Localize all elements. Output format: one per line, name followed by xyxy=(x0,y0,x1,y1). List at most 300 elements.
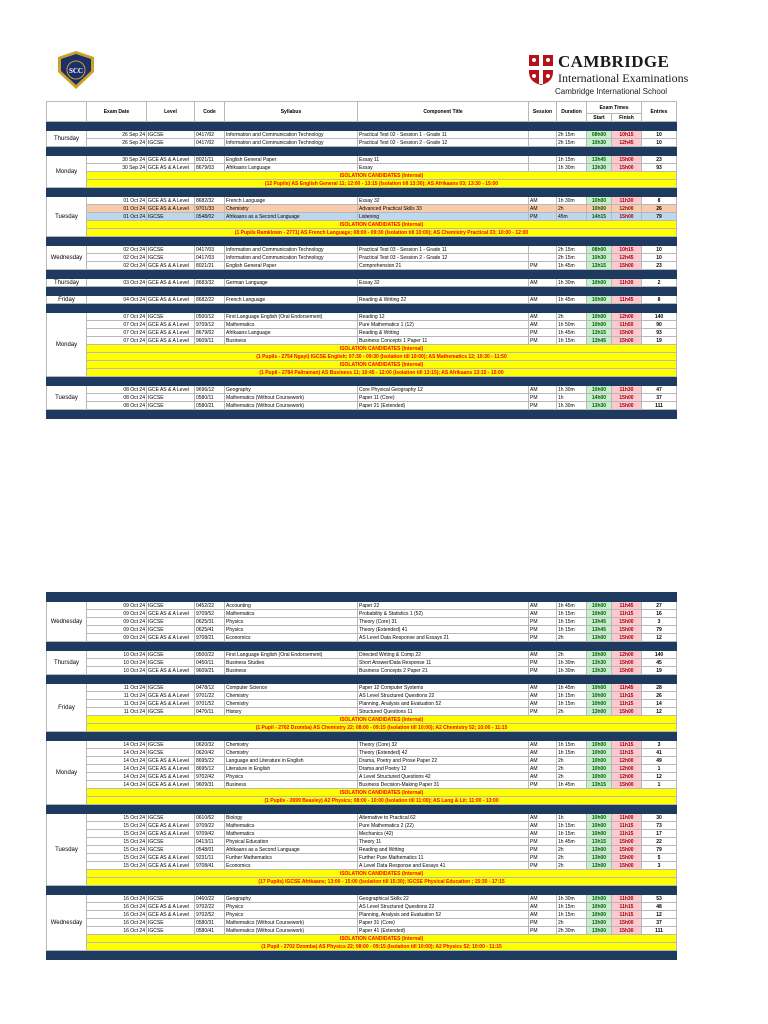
exam-entries: 12 xyxy=(642,708,677,716)
exam-finish: 15h30 xyxy=(612,927,642,935)
isolation-note: (12 Pupils) AS English General 11; 12:00 - 13:15 (Isolation till 13:30); AS Afrikaans 03; 13:30 - 15:00 xyxy=(87,180,677,188)
exam-syllabus: Accounting xyxy=(225,602,358,610)
exam-duration: 2h xyxy=(557,773,587,781)
exam-code: 9709/12 xyxy=(195,321,225,329)
exam-row xyxy=(47,610,677,618)
exam-entries: 79 xyxy=(642,626,677,634)
exam-date: 16 Oct 24 xyxy=(87,927,147,935)
exam-finish: 15h00 xyxy=(612,919,642,927)
exam-syllabus: English General Paper xyxy=(225,262,358,270)
isolation-note-row xyxy=(47,172,677,180)
exam-entries: 79 xyxy=(642,213,677,221)
exam-session: AM xyxy=(529,822,557,830)
exam-date: 16 Oct 24 xyxy=(87,911,147,919)
exam-date: 10 Oct 24 xyxy=(87,667,147,675)
exam-syllabus: History xyxy=(225,708,358,716)
day-label: Wednesday xyxy=(47,246,87,270)
exam-code: 0625/41 xyxy=(195,626,225,634)
exam-code: 0452/22 xyxy=(195,602,225,610)
exam-entries: 73 xyxy=(642,822,677,830)
day-label: Tuesday xyxy=(47,814,87,886)
exam-duration: 1h 45m xyxy=(557,838,587,846)
exam-syllabus: Information and Communication Technology xyxy=(225,254,358,262)
exam-duration: 1h 15m xyxy=(557,156,587,164)
exam-code: 8021/21 xyxy=(195,262,225,270)
exam-entries: 93 xyxy=(642,164,677,172)
exam-duration: 1h 15m xyxy=(557,822,587,830)
exam-component: Business Concepts 2 Paper 21 xyxy=(358,667,529,675)
exam-finish: 15h00 xyxy=(612,618,642,626)
exam-duration: 1h 45m xyxy=(557,781,587,789)
exam-date: 14 Oct 24 xyxy=(87,741,147,749)
header-finish: Finish xyxy=(612,114,642,122)
exam-component: Theory (Core) 31 xyxy=(358,618,529,626)
separator-row xyxy=(47,732,677,741)
exam-component: Theory (Extended) 42 xyxy=(358,749,529,757)
exam-date: 15 Oct 24 xyxy=(87,838,147,846)
exam-row xyxy=(47,927,677,935)
exam-code: 0470/11 xyxy=(195,708,225,716)
isolation-note: (1 Pupils - 2754 Ngayi) IGCSE English; 07:30 - 09:30 (Isolation till 10:00); AS Mathematics 12; 10:30 - 11:50 xyxy=(87,353,677,361)
exam-entries: 93 xyxy=(642,329,677,337)
exam-row xyxy=(47,814,677,822)
exam-syllabus: Chemistry xyxy=(225,741,358,749)
exam-row xyxy=(47,700,677,708)
exam-duration: 1h 30m xyxy=(557,402,587,410)
exam-level: IGCSE xyxy=(147,659,195,667)
exam-component: Alternative to Practical 62 xyxy=(358,814,529,822)
exam-entries: 3 xyxy=(642,862,677,870)
exam-level: GCE AS & A Level xyxy=(147,667,195,675)
exam-session xyxy=(529,246,557,254)
exam-row xyxy=(47,213,677,221)
exam-duration: 1h xyxy=(557,814,587,822)
exam-syllabus: Business xyxy=(225,667,358,675)
exam-session xyxy=(529,139,557,147)
isolation-note: ISOLATION CANDIDATES (Internal) xyxy=(87,221,677,229)
exam-row xyxy=(47,903,677,911)
exam-duration: 2h xyxy=(557,757,587,765)
exam-level: IGCSE xyxy=(147,254,195,262)
exam-code: 9709/52 xyxy=(195,610,225,618)
exam-level: GCE AS & A Level xyxy=(147,262,195,270)
exam-level: GCE AS & A Level xyxy=(147,830,195,838)
exam-code: 8683/32 xyxy=(195,279,225,287)
exam-row xyxy=(47,329,677,337)
exam-level: GCE AS & A Level xyxy=(147,329,195,337)
exam-date: 14 Oct 24 xyxy=(87,765,147,773)
separator-row xyxy=(47,270,677,279)
exam-component: Paper 12 Computer Systems xyxy=(358,684,529,692)
exam-level: IGCSE xyxy=(147,846,195,854)
exam-row xyxy=(47,862,677,870)
exam-syllabus: Further Mathematics xyxy=(225,854,358,862)
exam-finish: 11h30 xyxy=(612,279,642,287)
exam-level: GCE AS & A Level xyxy=(147,321,195,329)
exam-level: GCE AS & A Level xyxy=(147,610,195,618)
isolation-note: ISOLATION CANDIDATES (Internal) xyxy=(87,172,677,180)
day-label: Wednesday xyxy=(47,602,87,642)
exam-code: 8682/32 xyxy=(195,197,225,205)
exam-entries: 111 xyxy=(642,402,677,410)
exam-code: 9702/52 xyxy=(195,911,225,919)
exam-syllabus: Economics xyxy=(225,634,358,642)
separator-cell xyxy=(47,410,677,419)
exam-duration: 1h 45m xyxy=(557,602,587,610)
exam-syllabus: Mathematics (Without Coursework) xyxy=(225,394,358,402)
exam-finish: 12h00 xyxy=(612,313,642,321)
exam-syllabus: Mathematics xyxy=(225,321,358,329)
exam-syllabus: Information and Communication Technology xyxy=(225,131,358,139)
exam-row xyxy=(47,618,677,626)
exam-component: Pure Mathematics 2 (22) xyxy=(358,822,529,830)
exam-code: 8021/11 xyxy=(195,156,225,164)
isolation-note-row xyxy=(47,878,677,886)
exam-row xyxy=(47,246,677,254)
isolation-note: ISOLATION CANDIDATES (Internal) xyxy=(87,870,677,878)
isolation-note: ISOLATION CANDIDATES (Internal) xyxy=(87,716,677,724)
exam-code: 0450/11 xyxy=(195,659,225,667)
exam-level: IGCSE xyxy=(147,927,195,935)
exam-session: AM xyxy=(529,757,557,765)
exam-start: 13h45 xyxy=(587,156,612,164)
exam-level: IGCSE xyxy=(147,626,195,634)
exam-session: AM xyxy=(529,313,557,321)
exam-duration: 2h xyxy=(557,651,587,659)
exam-syllabus: Information and Communication Technology xyxy=(225,139,358,147)
isolation-note: ISOLATION CANDIDATES (Internal) xyxy=(87,789,677,797)
isolation-note-row xyxy=(47,369,677,377)
exam-date: 16 Oct 24 xyxy=(87,919,147,927)
exam-row xyxy=(47,708,677,716)
exam-finish: 15h00 xyxy=(612,156,642,164)
exam-session: PM xyxy=(529,781,557,789)
exam-session: PM xyxy=(529,708,557,716)
exam-duration: 45m xyxy=(557,213,587,221)
exam-entries: 23 xyxy=(642,262,677,270)
exam-code: 0625/31 xyxy=(195,618,225,626)
exam-row xyxy=(47,895,677,903)
exam-syllabus: Chemistry xyxy=(225,749,358,757)
exam-finish: 11h30 xyxy=(612,895,642,903)
exam-session: AM xyxy=(529,321,557,329)
cambridge-subtitle: International Examinations xyxy=(558,71,689,85)
exam-duration: 1h 45m xyxy=(557,296,587,304)
exam-duration: 2h xyxy=(557,919,587,927)
exam-code: 0500/12 xyxy=(195,313,225,321)
exam-session xyxy=(529,131,557,139)
exam-duration: 2h xyxy=(557,854,587,862)
exam-session: AM xyxy=(529,610,557,618)
exam-date: 01 Oct 24 xyxy=(87,213,147,221)
separator-row xyxy=(47,642,677,651)
exam-syllabus: Biology xyxy=(225,814,358,822)
exam-entries: 53 xyxy=(642,895,677,903)
exam-level: IGCSE xyxy=(147,246,195,254)
exam-row xyxy=(47,602,677,610)
exam-component: Theory (Core) 32 xyxy=(358,741,529,749)
exam-session: AM xyxy=(529,197,557,205)
exam-duration: 1h 15m xyxy=(557,741,587,749)
exam-start: 13h00 xyxy=(587,854,612,862)
exam-entries: 17 xyxy=(642,830,677,838)
exam-start: 10h00 xyxy=(587,911,612,919)
exam-level: GCE AS & A Level xyxy=(147,386,195,394)
exam-date: 10 Oct 24 xyxy=(87,651,147,659)
separator-row xyxy=(47,593,677,602)
exam-date: 09 Oct 24 xyxy=(87,634,147,642)
exam-date: 07 Oct 24 xyxy=(87,337,147,345)
exam-session: AM xyxy=(529,684,557,692)
exam-finish: 15h00 xyxy=(612,164,642,172)
exam-row xyxy=(47,911,677,919)
exam-date: 09 Oct 24 xyxy=(87,626,147,634)
exam-syllabus: French Language xyxy=(225,197,358,205)
exam-code: 0548/01 xyxy=(195,846,225,854)
exam-row xyxy=(47,131,677,139)
exam-code: 0620/42 xyxy=(195,749,225,757)
exam-duration: 1h 30m xyxy=(557,279,587,287)
exam-entries: 27 xyxy=(642,602,677,610)
exam-start: 08h00 xyxy=(587,246,612,254)
exam-session: PM xyxy=(529,919,557,927)
exam-session: AM xyxy=(529,911,557,919)
exam-component: Short Answer/Data Response 11 xyxy=(358,659,529,667)
exam-start: 10h00 xyxy=(587,692,612,700)
exam-level: GCE AS & A Level xyxy=(147,781,195,789)
exam-code: 8682/22 xyxy=(195,296,225,304)
exam-row xyxy=(47,773,677,781)
exam-date: 04 Oct 24 xyxy=(87,296,147,304)
exam-component: Planning, Analysis and Evaluation 52 xyxy=(358,911,529,919)
separator-cell xyxy=(47,270,677,279)
separator-cell xyxy=(47,951,677,960)
exam-syllabus: Mathematics xyxy=(225,610,358,618)
exam-duration: 1h 45m xyxy=(557,684,587,692)
exam-start: 13h00 xyxy=(587,634,612,642)
separator-row xyxy=(47,886,677,895)
exam-row xyxy=(47,684,677,692)
exam-finish: 11h30 xyxy=(612,197,642,205)
exam-start: 10h00 xyxy=(587,822,612,830)
exam-syllabus: Mathematics (Without Coursework) xyxy=(225,402,358,410)
exam-component: Reading & Writing 22 xyxy=(358,296,529,304)
exam-entries: 12 xyxy=(642,634,677,642)
exam-start: 13h30 xyxy=(587,667,612,675)
exam-session: PM xyxy=(529,337,557,345)
exam-duration: 2h 15m xyxy=(557,246,587,254)
exam-duration: 1h 30m xyxy=(557,659,587,667)
crest-text: SCC xyxy=(68,67,84,75)
day-label: Tuesday xyxy=(47,197,87,237)
exam-entries: 48 xyxy=(642,903,677,911)
separator-cell xyxy=(47,147,677,156)
exam-date: 09 Oct 24 xyxy=(87,618,147,626)
exam-component: Reading and Writing xyxy=(358,846,529,854)
exam-duration: 2h xyxy=(557,313,587,321)
exam-session: AM xyxy=(529,830,557,838)
exam-row xyxy=(47,139,677,147)
exam-entries: 23 xyxy=(642,156,677,164)
isolation-note-row xyxy=(47,797,677,805)
exam-component: Probability & Statistics 1 (52) xyxy=(358,610,529,618)
separator-cell xyxy=(47,886,677,895)
day-label: Friday xyxy=(47,296,87,304)
exam-component: Paper 31 (Core) xyxy=(358,919,529,927)
exam-session: AM xyxy=(529,773,557,781)
exam-finish: 11h45 xyxy=(612,602,642,610)
exam-component: Reading 12 xyxy=(358,313,529,321)
exam-duration: 2h xyxy=(557,708,587,716)
exam-code: 9702/42 xyxy=(195,773,225,781)
separator-row xyxy=(47,377,677,386)
exam-finish: 15h00 xyxy=(612,846,642,854)
exam-syllabus: Chemistry xyxy=(225,700,358,708)
exam-date: 10 Oct 24 xyxy=(87,659,147,667)
exam-code: 0417/02 xyxy=(195,131,225,139)
exam-entries: 14 xyxy=(642,700,677,708)
exam-start: 10h00 xyxy=(587,749,612,757)
exam-start: 10h00 xyxy=(587,814,612,822)
exam-syllabus: Business Studies xyxy=(225,659,358,667)
exam-session: PM xyxy=(529,838,557,846)
exam-session: PM xyxy=(529,213,557,221)
exam-row xyxy=(47,838,677,846)
exam-entries: 10 xyxy=(642,254,677,262)
separator-row xyxy=(47,410,677,419)
exam-level: GCE AS & A Level xyxy=(147,854,195,862)
exam-start: 13h45 xyxy=(587,626,612,634)
exam-session: PM xyxy=(529,854,557,862)
exam-row xyxy=(47,626,677,634)
separator-row xyxy=(47,237,677,246)
exam-syllabus: Physics xyxy=(225,626,358,634)
exam-component: Practical Test 03 - Session 2 - Grade 12 xyxy=(358,254,529,262)
exam-session: PM xyxy=(529,634,557,642)
exam-session: AM xyxy=(529,386,557,394)
exam-duration: 1h 15m xyxy=(557,749,587,757)
exam-entries: 37 xyxy=(642,919,677,927)
exam-syllabus: Mathematics (Without Coursework) xyxy=(225,919,358,927)
exam-component: Core Physical Geography 12 xyxy=(358,386,529,394)
exam-syllabus: First Language English (Oral Endorsement) xyxy=(225,313,358,321)
cambridge-shield-icon xyxy=(528,54,554,86)
separator-cell xyxy=(47,593,677,602)
separator-cell xyxy=(47,732,677,741)
exam-duration: 1h 30m xyxy=(557,895,587,903)
exam-timetable-part-1 xyxy=(46,101,677,419)
exam-component: Listening xyxy=(358,213,529,221)
exam-code: 9709/22 xyxy=(195,822,225,830)
exam-row xyxy=(47,386,677,394)
exam-component: A Level Structured Questions 42 xyxy=(358,773,529,781)
exam-component: Structured Questions 11 xyxy=(358,708,529,716)
exam-date: 09 Oct 24 xyxy=(87,610,147,618)
exam-finish: 10h15 xyxy=(612,246,642,254)
exam-date: 08 Oct 24 xyxy=(87,394,147,402)
exam-duration: 1h 30m xyxy=(557,164,587,172)
exam-finish: 15h00 xyxy=(612,854,642,862)
exam-start: 13h30 xyxy=(587,164,612,172)
exam-duration: 1h 15m xyxy=(557,610,587,618)
exam-session: PM xyxy=(529,659,557,667)
separator-row xyxy=(47,188,677,197)
exam-start: 10h00 xyxy=(587,895,612,903)
exam-component: Essay xyxy=(358,164,529,172)
exam-component: Practical Test 03 - Session 1 - Grade 11 xyxy=(358,246,529,254)
exam-code: 0580/41 xyxy=(195,927,225,935)
exam-entries: 3 xyxy=(642,618,677,626)
separator-row xyxy=(47,675,677,684)
exam-syllabus: Information and Communication Technology xyxy=(225,246,358,254)
exam-entries: 26 xyxy=(642,692,677,700)
exam-entries: 12 xyxy=(642,773,677,781)
exam-date: 11 Oct 24 xyxy=(87,684,147,692)
exam-syllabus: German Language xyxy=(225,279,358,287)
exam-code: 0580/11 xyxy=(195,394,225,402)
exam-finish: 11h00 xyxy=(612,814,642,822)
day-label: Monday xyxy=(47,156,87,188)
header-code: Code xyxy=(195,102,225,122)
exam-start: 14h00 xyxy=(587,394,612,402)
isolation-note: (1 Pupil - 2702 Dzomba) AS Chemistry 22; 08:00 - 09:15 (Isolation till 10:00); A2 Chemistry 52; 10:00 - 11:15 xyxy=(87,724,677,732)
exam-code: 9696/12 xyxy=(195,386,225,394)
exam-duration: 1h 30m xyxy=(557,667,587,675)
exam-code: 0610/62 xyxy=(195,814,225,822)
exam-row xyxy=(47,741,677,749)
exam-entries: 16 xyxy=(642,610,677,618)
exam-level: IGCSE xyxy=(147,838,195,846)
isolation-note-row xyxy=(47,221,677,229)
exam-level: IGCSE xyxy=(147,684,195,692)
exam-component: Pure Mathematics 1 (12) xyxy=(358,321,529,329)
exam-code: 9701/52 xyxy=(195,700,225,708)
exam-entries: 19 xyxy=(642,667,677,675)
exam-row xyxy=(47,402,677,410)
exam-syllabus: Afrikaans as a Second Language xyxy=(225,846,358,854)
exam-finish: 12h45 xyxy=(612,254,642,262)
exam-session xyxy=(529,156,557,164)
exam-component: AS Level Data Response and Essays 21 xyxy=(358,634,529,642)
exam-syllabus: Business xyxy=(225,781,358,789)
exam-start: 13h15 xyxy=(587,329,612,337)
exam-component: Theory (Extended) 41 xyxy=(358,626,529,634)
exam-duration: 1h 30m xyxy=(557,386,587,394)
exam-entries: 140 xyxy=(642,313,677,321)
exam-component: Mechanics (42) xyxy=(358,830,529,838)
exam-level: IGCSE xyxy=(147,131,195,139)
exam-date: 15 Oct 24 xyxy=(87,854,147,862)
exam-entries: 10 xyxy=(642,139,677,147)
day-label: Wednesday xyxy=(47,895,87,951)
exam-level: IGCSE xyxy=(147,749,195,757)
exam-finish: 11h50 xyxy=(612,321,642,329)
exam-date: 11 Oct 24 xyxy=(87,692,147,700)
exam-syllabus: Physics xyxy=(225,903,358,911)
exam-date: 01 Oct 24 xyxy=(87,205,147,213)
exam-code: 8679/02 xyxy=(195,329,225,337)
isolation-note-row xyxy=(47,935,677,943)
exam-duration: 1h 15m xyxy=(557,903,587,911)
day-label: Monday xyxy=(47,741,87,805)
day-label: Monday xyxy=(47,313,87,377)
exam-session: PM xyxy=(529,927,557,935)
exam-syllabus: Afrikaans Language xyxy=(225,329,358,337)
isolation-note-row xyxy=(47,716,677,724)
exam-date: 02 Oct 24 xyxy=(87,246,147,254)
exam-entries: 45 xyxy=(642,659,677,667)
exam-component: Directed Writing & Comp 22 xyxy=(358,651,529,659)
